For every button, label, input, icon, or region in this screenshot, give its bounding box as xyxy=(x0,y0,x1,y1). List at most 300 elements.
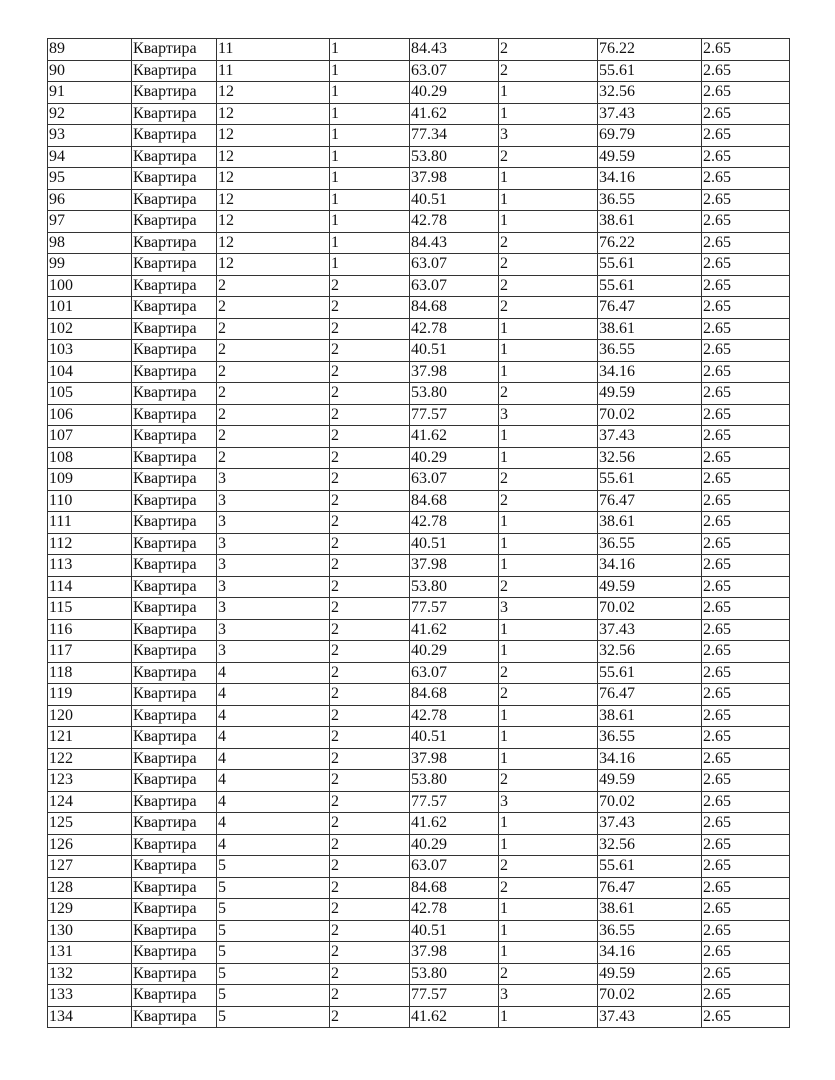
table-row xyxy=(48,383,790,405)
total-area-cell: 40.29 xyxy=(410,447,499,469)
section-cell: 3 xyxy=(217,555,330,577)
ceiling-height-cell: 2.65 xyxy=(702,533,790,555)
ceiling-height-cell: 2.65 xyxy=(702,211,790,233)
ceiling-height-cell: 2.65 xyxy=(702,877,790,899)
living-area-cell: 76.47 xyxy=(598,877,702,899)
section-cell: 12 xyxy=(217,232,330,254)
living-area-cell: 49.59 xyxy=(598,383,702,405)
ceiling-height-cell: 2.65 xyxy=(702,899,790,921)
table-row xyxy=(48,576,790,598)
property-type-cell: Квартира xyxy=(132,920,217,942)
floor-cell: 2 xyxy=(330,1006,410,1028)
section-cell: 2 xyxy=(217,297,330,319)
rooms-cell: 1 xyxy=(499,727,598,749)
row-number-cell: 124 xyxy=(48,791,132,813)
table-row xyxy=(48,318,790,340)
floor-cell: 1 xyxy=(330,125,410,147)
living-area-cell: 49.59 xyxy=(598,146,702,168)
ceiling-height-cell: 2.65 xyxy=(702,82,790,104)
property-type-cell: Квартира xyxy=(132,856,217,878)
living-area-cell: 37.43 xyxy=(598,103,702,125)
property-type-cell: Квартира xyxy=(132,254,217,276)
total-area-cell: 42.78 xyxy=(410,899,499,921)
property-type-cell: Квартира xyxy=(132,82,217,104)
floor-cell: 2 xyxy=(330,318,410,340)
rooms-cell: 1 xyxy=(499,189,598,211)
table-row xyxy=(48,103,790,125)
section-cell: 3 xyxy=(217,619,330,641)
total-area-cell: 40.51 xyxy=(410,920,499,942)
living-area-cell: 34.16 xyxy=(598,361,702,383)
floor-cell: 2 xyxy=(330,598,410,620)
living-area-cell: 55.61 xyxy=(598,662,702,684)
rooms-cell: 1 xyxy=(499,426,598,448)
ceiling-height-cell: 2.65 xyxy=(702,942,790,964)
living-area-cell: 55.61 xyxy=(598,60,702,82)
total-area-cell: 42.78 xyxy=(410,705,499,727)
ceiling-height-cell: 2.65 xyxy=(702,469,790,491)
table-row xyxy=(48,877,790,899)
living-area-cell: 38.61 xyxy=(598,512,702,534)
ceiling-height-cell: 2.65 xyxy=(702,232,790,254)
row-number-cell: 92 xyxy=(48,103,132,125)
ceiling-height-cell: 2.65 xyxy=(702,254,790,276)
total-area-cell: 77.57 xyxy=(410,985,499,1007)
row-number-cell: 107 xyxy=(48,426,132,448)
property-type-cell: Квартира xyxy=(132,211,217,233)
property-type-cell: Квартира xyxy=(132,641,217,663)
table-row xyxy=(48,920,790,942)
living-area-cell: 37.43 xyxy=(598,813,702,835)
property-type-cell: Квартира xyxy=(132,512,217,534)
ceiling-height-cell: 2.65 xyxy=(702,598,790,620)
section-cell: 11 xyxy=(217,60,330,82)
property-type-cell: Квартира xyxy=(132,662,217,684)
table-row xyxy=(48,512,790,534)
living-area-cell: 36.55 xyxy=(598,533,702,555)
floor-cell: 2 xyxy=(330,576,410,598)
section-cell: 5 xyxy=(217,899,330,921)
section-cell: 12 xyxy=(217,211,330,233)
section-cell: 5 xyxy=(217,920,330,942)
table-row xyxy=(48,899,790,921)
ceiling-height-cell: 2.65 xyxy=(702,770,790,792)
row-number-cell: 109 xyxy=(48,469,132,491)
ceiling-height-cell: 2.65 xyxy=(702,404,790,426)
section-cell: 4 xyxy=(217,684,330,706)
floor-cell: 2 xyxy=(330,748,410,770)
rooms-cell: 2 xyxy=(499,232,598,254)
ceiling-height-cell: 2.65 xyxy=(702,146,790,168)
living-area-cell: 32.56 xyxy=(598,82,702,104)
ceiling-height-cell: 2.65 xyxy=(702,60,790,82)
table-row xyxy=(48,684,790,706)
floor-cell: 1 xyxy=(330,168,410,190)
total-area-cell: 84.68 xyxy=(410,684,499,706)
ceiling-height-cell: 2.65 xyxy=(702,662,790,684)
row-number-cell: 132 xyxy=(48,963,132,985)
living-area-cell: 76.22 xyxy=(598,39,702,61)
floor-cell: 2 xyxy=(330,361,410,383)
total-area-cell: 63.07 xyxy=(410,662,499,684)
property-type-cell: Квартира xyxy=(132,60,217,82)
row-number-cell: 116 xyxy=(48,619,132,641)
living-area-cell: 38.61 xyxy=(598,899,702,921)
section-cell: 4 xyxy=(217,748,330,770)
rooms-cell: 1 xyxy=(499,705,598,727)
living-area-cell: 38.61 xyxy=(598,705,702,727)
ceiling-height-cell: 2.65 xyxy=(702,963,790,985)
table-row xyxy=(48,426,790,448)
table-row xyxy=(48,641,790,663)
total-area-cell: 63.07 xyxy=(410,856,499,878)
property-type-cell: Квартира xyxy=(132,1006,217,1028)
row-number-cell: 118 xyxy=(48,662,132,684)
row-number-cell: 111 xyxy=(48,512,132,534)
section-cell: 5 xyxy=(217,1006,330,1028)
rooms-cell: 1 xyxy=(499,942,598,964)
table-row xyxy=(48,168,790,190)
total-area-cell: 84.43 xyxy=(410,232,499,254)
row-number-cell: 100 xyxy=(48,275,132,297)
living-area-cell: 36.55 xyxy=(598,340,702,362)
rooms-cell: 1 xyxy=(499,533,598,555)
rooms-cell: 1 xyxy=(499,82,598,104)
table-row xyxy=(48,748,790,770)
floor-cell: 1 xyxy=(330,189,410,211)
total-area-cell: 40.29 xyxy=(410,834,499,856)
row-number-cell: 133 xyxy=(48,985,132,1007)
row-number-cell: 120 xyxy=(48,705,132,727)
floor-cell: 2 xyxy=(330,619,410,641)
property-type-cell: Квартира xyxy=(132,189,217,211)
property-type-cell: Квартира xyxy=(132,619,217,641)
table-row xyxy=(48,60,790,82)
total-area-cell: 63.07 xyxy=(410,254,499,276)
ceiling-height-cell: 2.65 xyxy=(702,791,790,813)
living-area-cell: 49.59 xyxy=(598,576,702,598)
floor-cell: 1 xyxy=(330,146,410,168)
total-area-cell: 77.57 xyxy=(410,598,499,620)
row-number-cell: 134 xyxy=(48,1006,132,1028)
rooms-cell: 1 xyxy=(499,813,598,835)
living-area-cell: 36.55 xyxy=(598,727,702,749)
rooms-cell: 1 xyxy=(499,103,598,125)
property-type-cell: Квартира xyxy=(132,318,217,340)
section-cell: 5 xyxy=(217,963,330,985)
rooms-cell: 2 xyxy=(499,856,598,878)
table-row xyxy=(48,963,790,985)
ceiling-height-cell: 2.65 xyxy=(702,920,790,942)
section-cell: 5 xyxy=(217,877,330,899)
floor-cell: 2 xyxy=(330,920,410,942)
section-cell: 2 xyxy=(217,426,330,448)
property-type-cell: Квартира xyxy=(132,103,217,125)
row-number-cell: 102 xyxy=(48,318,132,340)
ceiling-height-cell: 2.65 xyxy=(702,426,790,448)
row-number-cell: 131 xyxy=(48,942,132,964)
section-cell: 4 xyxy=(217,791,330,813)
rooms-cell: 2 xyxy=(499,146,598,168)
floor-cell: 2 xyxy=(330,727,410,749)
row-number-cell: 115 xyxy=(48,598,132,620)
rooms-cell: 1 xyxy=(499,512,598,534)
total-area-cell: 37.98 xyxy=(410,361,499,383)
section-cell: 4 xyxy=(217,662,330,684)
total-area-cell: 40.51 xyxy=(410,340,499,362)
ceiling-height-cell: 2.65 xyxy=(702,39,790,61)
section-cell: 3 xyxy=(217,512,330,534)
rooms-cell: 1 xyxy=(499,318,598,340)
floor-cell: 2 xyxy=(330,662,410,684)
living-area-cell: 70.02 xyxy=(598,404,702,426)
property-type-cell: Квартира xyxy=(132,275,217,297)
floor-cell: 1 xyxy=(330,211,410,233)
living-area-cell: 70.02 xyxy=(598,985,702,1007)
ceiling-height-cell: 2.65 xyxy=(702,813,790,835)
table-row xyxy=(48,791,790,813)
property-type-cell: Квартира xyxy=(132,232,217,254)
property-type-cell: Квартира xyxy=(132,125,217,147)
rooms-cell: 2 xyxy=(499,770,598,792)
property-type-cell: Квартира xyxy=(132,576,217,598)
floor-cell: 2 xyxy=(330,899,410,921)
row-number-cell: 130 xyxy=(48,920,132,942)
table-row xyxy=(48,533,790,555)
property-type-cell: Квартира xyxy=(132,146,217,168)
ceiling-height-cell: 2.65 xyxy=(702,490,790,512)
ceiling-height-cell: 2.65 xyxy=(702,705,790,727)
ceiling-height-cell: 2.65 xyxy=(702,985,790,1007)
section-cell: 4 xyxy=(217,770,330,792)
living-area-cell: 55.61 xyxy=(598,275,702,297)
table-row xyxy=(48,705,790,727)
living-area-cell: 76.47 xyxy=(598,684,702,706)
rooms-cell: 1 xyxy=(499,1006,598,1028)
ceiling-height-cell: 2.65 xyxy=(702,727,790,749)
total-area-cell: 41.62 xyxy=(410,103,499,125)
floor-cell: 2 xyxy=(330,834,410,856)
living-area-cell: 37.43 xyxy=(598,1006,702,1028)
row-number-cell: 103 xyxy=(48,340,132,362)
row-number-cell: 93 xyxy=(48,125,132,147)
living-area-cell: 69.79 xyxy=(598,125,702,147)
floor-cell: 2 xyxy=(330,469,410,491)
floor-cell: 1 xyxy=(330,232,410,254)
rooms-cell: 1 xyxy=(499,340,598,362)
row-number-cell: 101 xyxy=(48,297,132,319)
table-row xyxy=(48,727,790,749)
row-number-cell: 123 xyxy=(48,770,132,792)
rooms-cell: 3 xyxy=(499,791,598,813)
floor-cell: 2 xyxy=(330,555,410,577)
row-number-cell: 125 xyxy=(48,813,132,835)
ceiling-height-cell: 2.65 xyxy=(702,383,790,405)
rooms-cell: 2 xyxy=(499,383,598,405)
rooms-cell: 2 xyxy=(499,39,598,61)
row-number-cell: 106 xyxy=(48,404,132,426)
table-row xyxy=(48,447,790,469)
floor-cell: 1 xyxy=(330,82,410,104)
property-type-cell: Квартира xyxy=(132,340,217,362)
section-cell: 12 xyxy=(217,103,330,125)
living-area-cell: 70.02 xyxy=(598,791,702,813)
table-row xyxy=(48,1006,790,1028)
property-type-cell: Квартира xyxy=(132,684,217,706)
row-number-cell: 117 xyxy=(48,641,132,663)
ceiling-height-cell: 2.65 xyxy=(702,340,790,362)
living-area-cell: 34.16 xyxy=(598,748,702,770)
total-area-cell: 37.98 xyxy=(410,748,499,770)
floor-cell: 2 xyxy=(330,533,410,555)
total-area-cell: 41.62 xyxy=(410,426,499,448)
ceiling-height-cell: 2.65 xyxy=(702,297,790,319)
rooms-cell: 1 xyxy=(499,555,598,577)
rooms-cell: 1 xyxy=(499,211,598,233)
table-row xyxy=(48,361,790,383)
total-area-cell: 63.07 xyxy=(410,469,499,491)
property-type-cell: Квартира xyxy=(132,598,217,620)
section-cell: 3 xyxy=(217,641,330,663)
section-cell: 3 xyxy=(217,490,330,512)
section-cell: 4 xyxy=(217,705,330,727)
total-area-cell: 77.57 xyxy=(410,404,499,426)
floor-cell: 2 xyxy=(330,856,410,878)
property-type-cell: Квартира xyxy=(132,404,217,426)
total-area-cell: 84.68 xyxy=(410,297,499,319)
section-cell: 2 xyxy=(217,361,330,383)
total-area-cell: 63.07 xyxy=(410,275,499,297)
living-area-cell: 76.22 xyxy=(598,232,702,254)
total-area-cell: 40.51 xyxy=(410,189,499,211)
ceiling-height-cell: 2.65 xyxy=(702,125,790,147)
row-number-cell: 112 xyxy=(48,533,132,555)
ceiling-height-cell: 2.65 xyxy=(702,856,790,878)
rooms-cell: 1 xyxy=(499,361,598,383)
table-row xyxy=(48,189,790,211)
row-number-cell: 95 xyxy=(48,168,132,190)
row-number-cell: 129 xyxy=(48,899,132,921)
floor-cell: 2 xyxy=(330,447,410,469)
property-type-cell: Квартира xyxy=(132,297,217,319)
living-area-cell: 70.02 xyxy=(598,598,702,620)
total-area-cell: 41.62 xyxy=(410,619,499,641)
living-area-cell: 32.56 xyxy=(598,447,702,469)
row-number-cell: 110 xyxy=(48,490,132,512)
floor-cell: 2 xyxy=(330,770,410,792)
table-row xyxy=(48,232,790,254)
section-cell: 12 xyxy=(217,125,330,147)
row-number-cell: 126 xyxy=(48,834,132,856)
total-area-cell: 37.98 xyxy=(410,555,499,577)
total-area-cell: 77.57 xyxy=(410,791,499,813)
living-area-cell: 38.61 xyxy=(598,211,702,233)
total-area-cell: 37.98 xyxy=(410,168,499,190)
property-type-cell: Квартира xyxy=(132,791,217,813)
living-area-cell: 34.16 xyxy=(598,168,702,190)
ceiling-height-cell: 2.65 xyxy=(702,447,790,469)
floor-cell: 1 xyxy=(330,60,410,82)
section-cell: 2 xyxy=(217,447,330,469)
row-number-cell: 119 xyxy=(48,684,132,706)
rooms-cell: 1 xyxy=(499,641,598,663)
rooms-cell: 1 xyxy=(499,748,598,770)
row-number-cell: 97 xyxy=(48,211,132,233)
ceiling-height-cell: 2.65 xyxy=(702,555,790,577)
floor-cell: 2 xyxy=(330,705,410,727)
total-area-cell: 42.78 xyxy=(410,318,499,340)
floor-cell: 1 xyxy=(330,254,410,276)
total-area-cell: 84.43 xyxy=(410,39,499,61)
living-area-cell: 36.55 xyxy=(598,920,702,942)
table-row xyxy=(48,404,790,426)
table-row xyxy=(48,834,790,856)
table-row xyxy=(48,340,790,362)
ceiling-height-cell: 2.65 xyxy=(702,275,790,297)
ceiling-height-cell: 2.65 xyxy=(702,168,790,190)
section-cell: 2 xyxy=(217,275,330,297)
row-number-cell: 89 xyxy=(48,39,132,61)
property-type-cell: Квартира xyxy=(132,447,217,469)
table-row xyxy=(48,619,790,641)
property-type-cell: Квартира xyxy=(132,727,217,749)
rooms-cell: 3 xyxy=(499,598,598,620)
rooms-cell: 2 xyxy=(499,254,598,276)
table-row xyxy=(48,469,790,491)
section-cell: 2 xyxy=(217,404,330,426)
property-type-cell: Квартира xyxy=(132,383,217,405)
total-area-cell: 41.62 xyxy=(410,1006,499,1028)
section-cell: 3 xyxy=(217,533,330,555)
ceiling-height-cell: 2.65 xyxy=(702,834,790,856)
total-area-cell: 40.29 xyxy=(410,641,499,663)
property-type-cell: Квартира xyxy=(132,490,217,512)
section-cell: 3 xyxy=(217,576,330,598)
section-cell: 12 xyxy=(217,146,330,168)
table-row xyxy=(48,490,790,512)
rooms-cell: 1 xyxy=(499,447,598,469)
row-number-cell: 127 xyxy=(48,856,132,878)
total-area-cell: 53.80 xyxy=(410,576,499,598)
property-type-cell: Квартира xyxy=(132,748,217,770)
section-cell: 11 xyxy=(217,39,330,61)
row-number-cell: 90 xyxy=(48,60,132,82)
rooms-cell: 1 xyxy=(499,619,598,641)
property-type-cell: Квартира xyxy=(132,770,217,792)
ceiling-height-cell: 2.65 xyxy=(702,1006,790,1028)
total-area-cell: 53.80 xyxy=(410,770,499,792)
ceiling-height-cell: 2.65 xyxy=(702,189,790,211)
rooms-cell: 2 xyxy=(499,662,598,684)
property-type-cell: Квартира xyxy=(132,942,217,964)
floor-cell: 2 xyxy=(330,512,410,534)
total-area-cell: 63.07 xyxy=(410,60,499,82)
rooms-cell: 3 xyxy=(499,125,598,147)
ceiling-height-cell: 2.65 xyxy=(702,641,790,663)
ceiling-height-cell: 2.65 xyxy=(702,684,790,706)
section-cell: 5 xyxy=(217,985,330,1007)
property-type-cell: Квартира xyxy=(132,469,217,491)
ceiling-height-cell: 2.65 xyxy=(702,576,790,598)
floor-cell: 2 xyxy=(330,684,410,706)
rooms-cell: 1 xyxy=(499,920,598,942)
floor-cell: 2 xyxy=(330,877,410,899)
section-cell: 2 xyxy=(217,383,330,405)
floor-cell: 2 xyxy=(330,340,410,362)
living-area-cell: 76.47 xyxy=(598,297,702,319)
total-area-cell: 37.98 xyxy=(410,942,499,964)
table-row xyxy=(48,813,790,835)
